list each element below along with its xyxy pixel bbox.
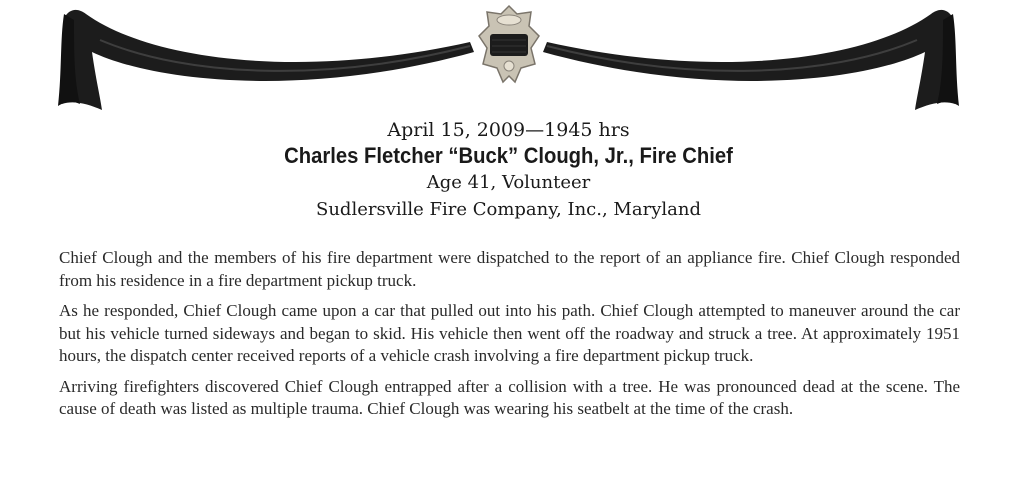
fire-badge-icon — [477, 4, 541, 86]
right-drape — [543, 10, 955, 110]
incident-date: April 15, 2009—1945 hrs — [387, 119, 630, 141]
firefighter-name: Charles Fletcher “Buck” Clough, Jr., Fire Chief — [284, 143, 733, 168]
memorial-header — [0, 118, 1017, 223]
narrative-paragraph: Chief Clough and the members of his fire department were dispatched to the report of an appliance fire. Chief Clough responded from his residence in a fire department pickup truck. — [59, 248, 960, 290]
narrative-paragraph: Arriving firefighters discovered Chief Clough entrapped after a collision with a tree. He was pronounced dead at the scene. The cause of death was listed as multiple trauma. Chief Clough was wearing his seatbelt at the time of the crash. — [59, 376, 960, 418]
incident-narrative — [59, 247, 960, 429]
age-status: Age 41, Volunteer — [426, 172, 591, 193]
left-drape — [62, 10, 474, 110]
fire-company: Sudlersville Fire Company, Inc., Maryland — [316, 199, 701, 220]
narrative-paragraph: As he responded, Chief Clough came upon a car that pulled out into his path. Chief Clough attempted to maneuver around the car but his vehicle turned sideways and began to skid. His vehicle then went off the roadway and struck a tree. At approximately 1951 hours, the dispatch center received reports of a vehicle crash involving a fire department pickup truck. — [59, 301, 960, 365]
